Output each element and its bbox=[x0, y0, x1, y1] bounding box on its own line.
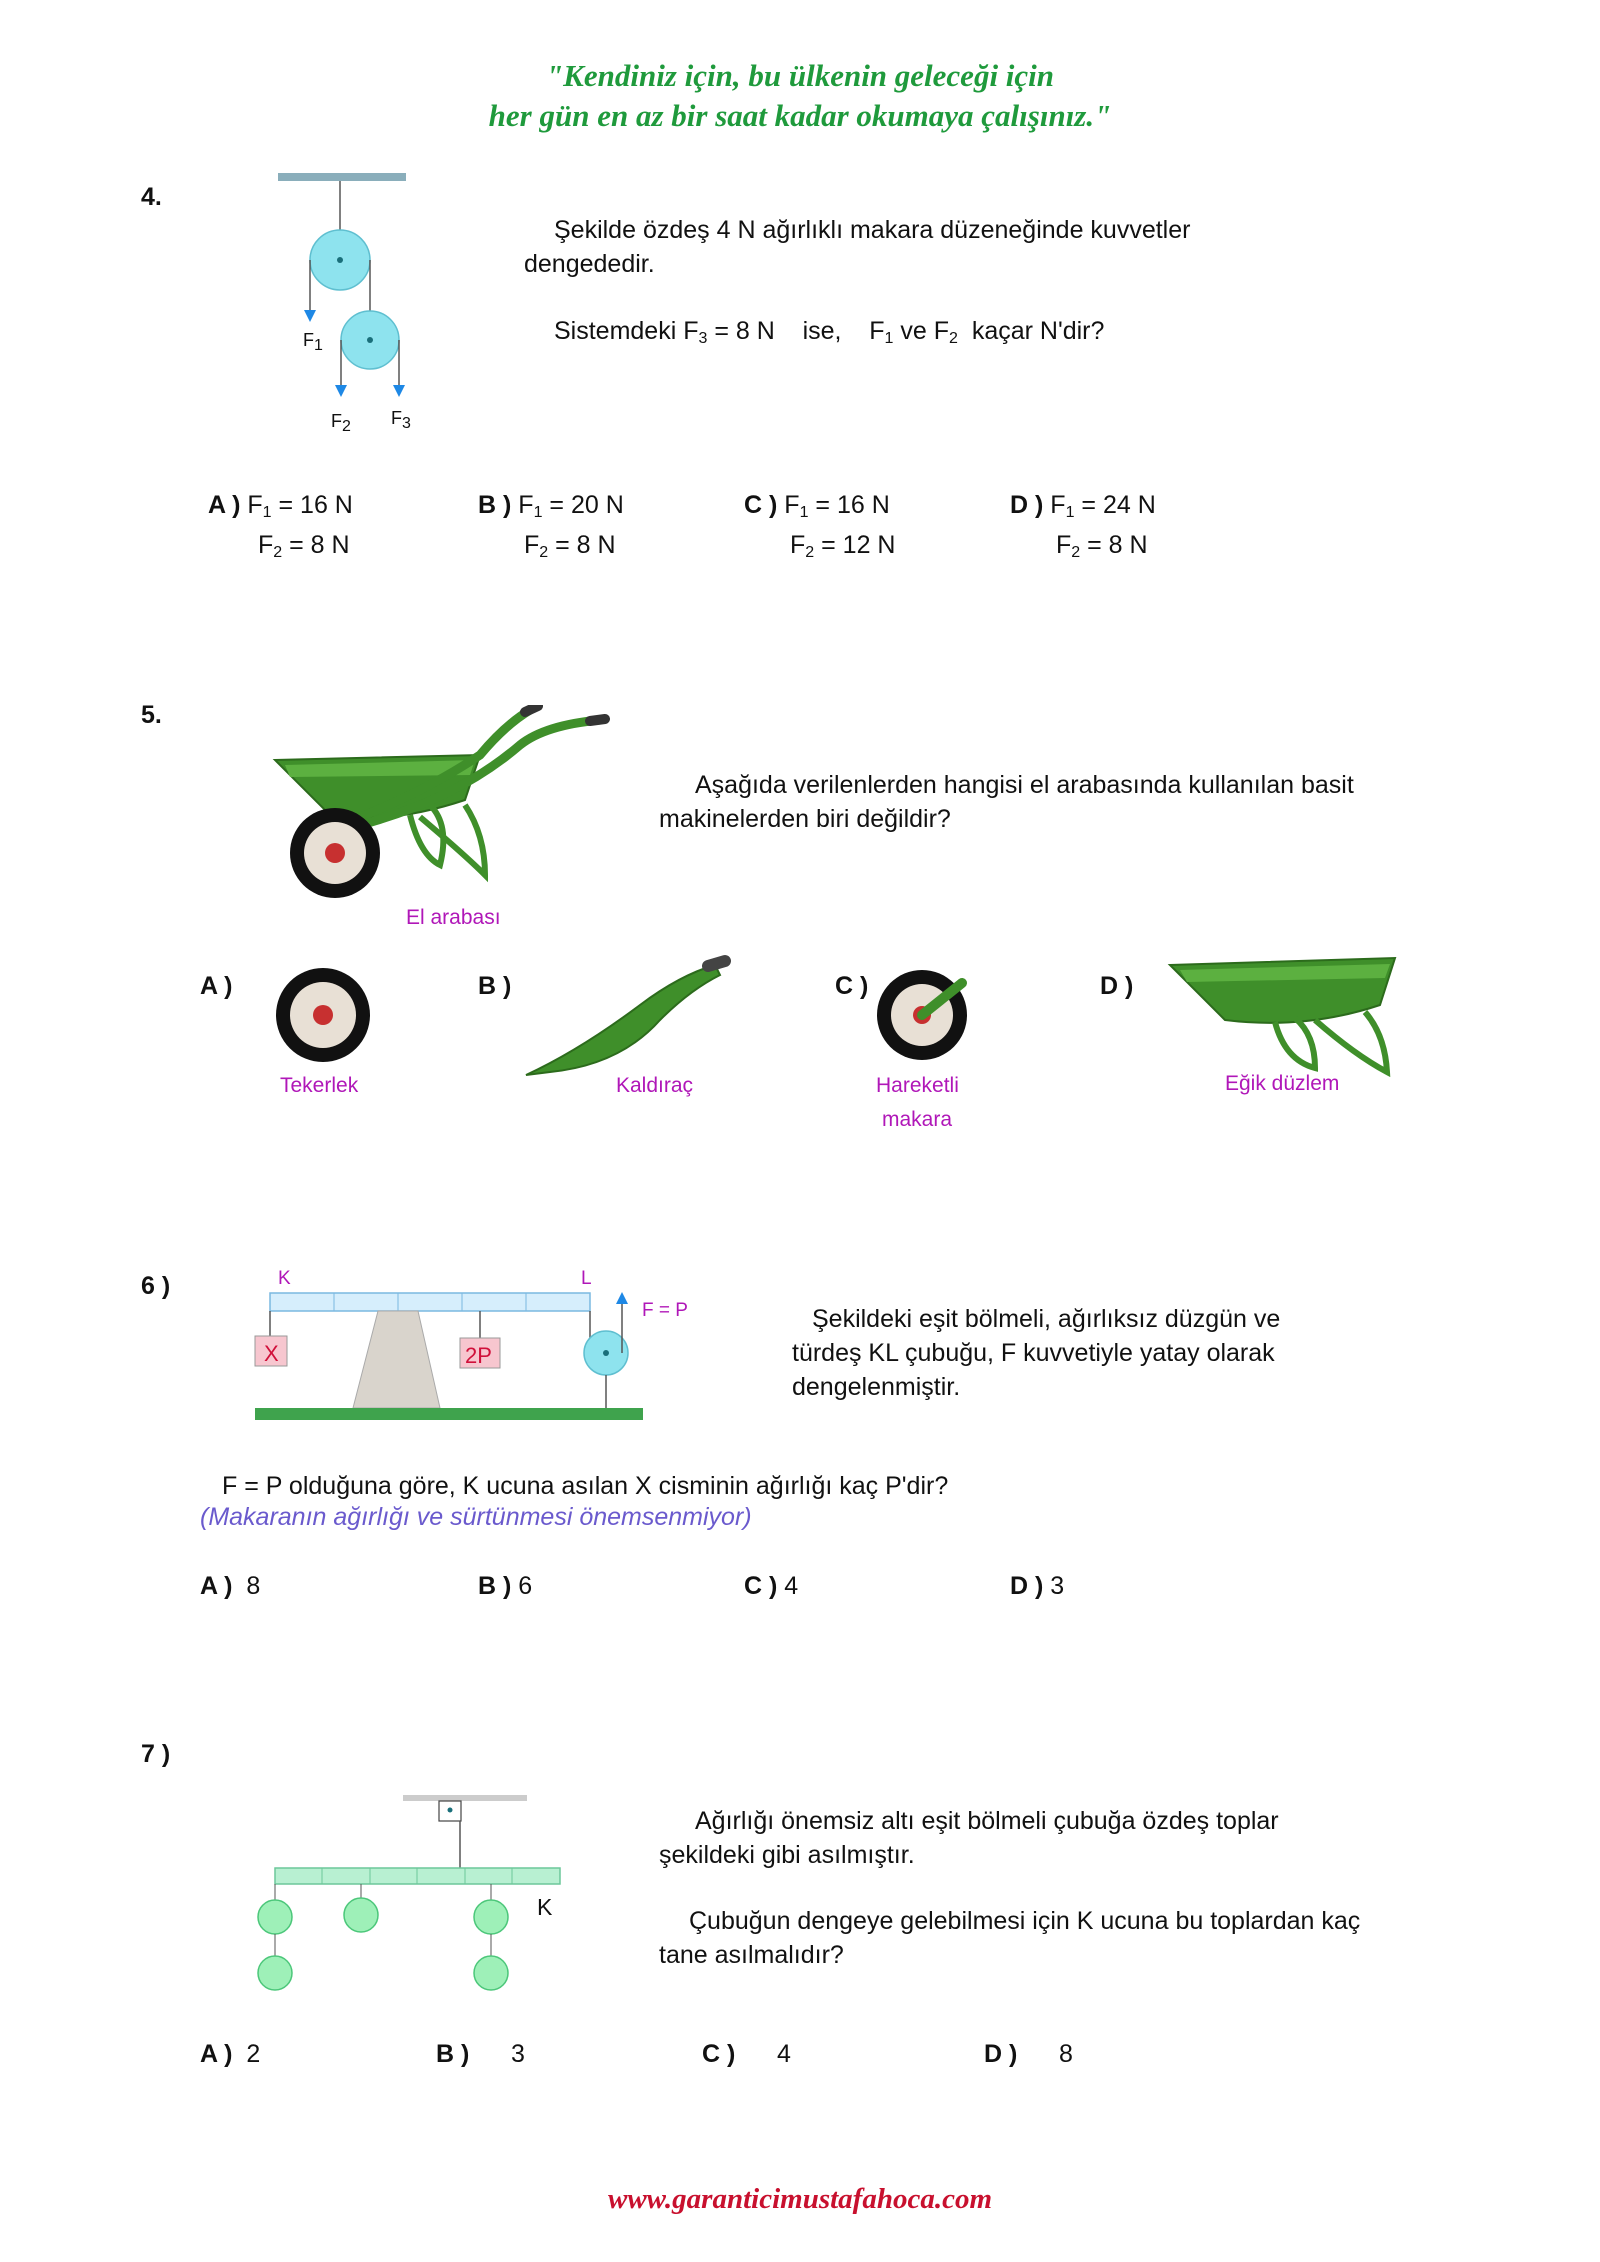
question-6-question: F = P olduğuna göre, K ucuna asılan X cisminin ağırlığı kaç P'dir? bbox=[222, 1472, 949, 1500]
question-4-question: Sistemdeki $F_3 = 8$ N ise, $F_1$ ve $F_2$ kaçar N'dir? bbox=[554, 317, 1105, 347]
question-6-note: (Makaranın ağırlığı ve sürtünmesi önemsenmiyor) bbox=[200, 1503, 752, 1531]
ball bbox=[258, 1900, 292, 1934]
q4-option-c[interactable]: C ) $F_1 = 16$ N $F_2 = 12$ N bbox=[744, 491, 896, 561]
motto-line-1: "Kendiniz için, bu ülkenin geleceği için bbox=[545, 58, 1055, 93]
f3-label: $F_3$ bbox=[391, 408, 411, 432]
ball bbox=[474, 1900, 508, 1934]
wheel-icon bbox=[268, 965, 378, 1065]
q6-option-b[interactable]: B ) 6 bbox=[478, 1572, 533, 1600]
motto-line-2: her gün en az bir saat kadar okumaya çalışınız." bbox=[488, 98, 1112, 133]
2p-label: 2P bbox=[465, 1343, 492, 1368]
hanging-rod-figure bbox=[255, 1790, 575, 2010]
q5-option-d-label: Eğik düzlem bbox=[1225, 1072, 1340, 1095]
q7-option-c[interactable]: C ) 4 bbox=[702, 2040, 791, 2068]
question-4-number: 4. bbox=[141, 183, 162, 211]
ball bbox=[258, 1956, 292, 1990]
question-7-text-2: Çubuğun dengeye gelebilmesi için K ucuna bu toplardan kaç tane asılmalıdır? bbox=[659, 1907, 1361, 1969]
f1-arrow-icon bbox=[304, 310, 316, 322]
q5-option-c-label-2: makara bbox=[882, 1108, 953, 1131]
q6-option-a[interactable]: A ) 8 bbox=[200, 1572, 261, 1600]
q6-option-d[interactable]: D ) 3 bbox=[1010, 1572, 1065, 1600]
ceiling-bar bbox=[278, 173, 406, 181]
question-7-number: 7 ) bbox=[141, 1740, 171, 1768]
force-label: F = P bbox=[642, 1300, 688, 1321]
kl-rod bbox=[270, 1293, 590, 1311]
ball bbox=[474, 1956, 508, 1990]
ball bbox=[344, 1898, 378, 1932]
q5-option-c[interactable]: C ) bbox=[835, 972, 869, 1000]
inclined-plane-tray-icon bbox=[1165, 950, 1405, 1080]
q4-option-d[interactable]: D ) $F_1 = 24$ N $F_2 = 8$ N bbox=[1010, 491, 1156, 561]
q5-option-a-label: Tekerlek bbox=[280, 1074, 359, 1097]
moving-pulley-icon bbox=[870, 965, 980, 1065]
lever-handle-icon bbox=[520, 950, 740, 1080]
question-5-number: 5. bbox=[141, 701, 162, 729]
wheelbarrow-figure bbox=[270, 705, 610, 905]
q4-option-b[interactable]: B ) $F_1 = 20$ N $F_2 = 8$ N bbox=[478, 491, 624, 561]
question-6-text: Şekildeki eşit bölmeli, ağırlıksız düzgün ve türdeş KL çubuğu, F kuvvetiyle yatay olarak dengelenmiştir. bbox=[792, 1305, 1281, 1401]
q5-option-b-label: Kaldıraç bbox=[616, 1074, 694, 1097]
q4-option-a[interactable]: A ) $F_1 = 16$ N $F_2 = 8$ N bbox=[208, 491, 353, 561]
q5-option-c-label: Hareketli bbox=[876, 1074, 959, 1097]
q7-option-a[interactable]: A ) 2 bbox=[200, 2040, 261, 2068]
f2-label: $F_2$ bbox=[331, 411, 351, 435]
question-7-text-1: Ağırlığı önemsiz altı eşit bölmeli çubuğa özdeş toplar şekildeki gibi asılmıştır. bbox=[659, 1807, 1279, 1869]
ceiling bbox=[403, 1795, 527, 1801]
wheelbarrow-label: El arabası bbox=[406, 906, 501, 929]
q5-option-a[interactable]: A ) bbox=[200, 972, 233, 1000]
pulley-system-figure bbox=[270, 165, 430, 445]
question-4-text: Şekilde özdeş 4 N ağırlıklı makara düzeneğinde kuvvetler dengededir. bbox=[524, 216, 1191, 278]
q5-option-d[interactable]: D ) bbox=[1100, 972, 1134, 1000]
q6-option-c[interactable]: C ) 4 bbox=[744, 1572, 799, 1600]
q7-option-d[interactable]: D ) 8 bbox=[984, 2040, 1073, 2068]
footer-url[interactable]: www.garanticimustafahoca.com bbox=[607, 2183, 993, 2215]
f1-label: $F_1$ bbox=[303, 330, 323, 354]
question-5-text: Aşağıda verilenlerden hangisi el arabasında kullanılan basit makinelerden biri değildir? bbox=[659, 771, 1354, 833]
f2-arrow-icon bbox=[335, 385, 347, 397]
k-end-label: K bbox=[537, 1894, 553, 1920]
x-label: X bbox=[264, 1341, 279, 1366]
question-6-number: 6 ) bbox=[141, 1272, 171, 1300]
q7-option-b[interactable]: B ) 3 bbox=[436, 2040, 525, 2068]
q5-option-b[interactable]: B ) bbox=[478, 972, 512, 1000]
force-arrow-icon bbox=[616, 1292, 628, 1304]
l-label: L bbox=[581, 1268, 592, 1289]
ground bbox=[255, 1408, 643, 1420]
f3-arrow-icon bbox=[393, 385, 405, 397]
k-label: K bbox=[278, 1268, 291, 1289]
fulcrum-triangle bbox=[353, 1311, 440, 1408]
